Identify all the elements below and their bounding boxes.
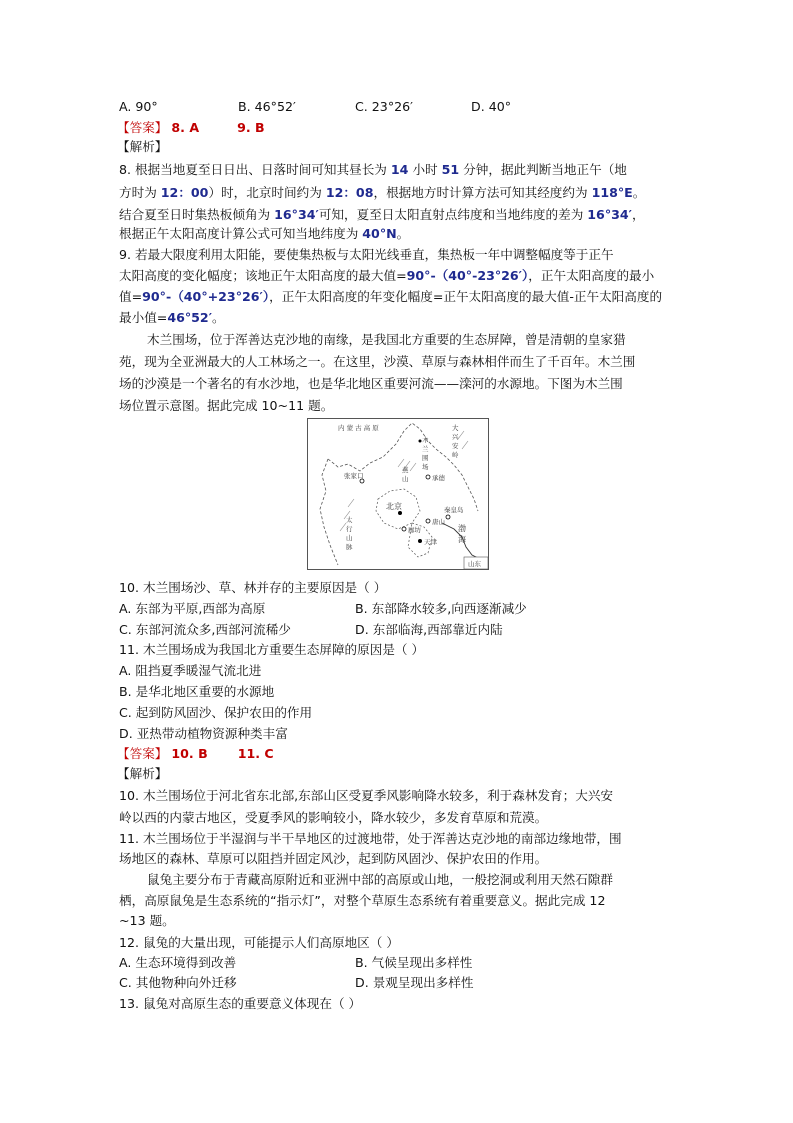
q10-option-d: D. 东部临海,西部靠近内陆 xyxy=(355,622,503,637)
text-highlight: 90°-（40°-23°26′） xyxy=(406,268,529,283)
q12-option-b: B. 气候呈现出多样性 xyxy=(355,955,473,970)
text-highlight: 14 xyxy=(390,162,409,177)
q10-option-c: C. 东部河流众多,西部河流稀少 xyxy=(119,622,291,637)
text-highlight: 46°52′ xyxy=(167,310,213,325)
chengde-dot xyxy=(426,475,430,479)
option-b: B. 46°52′ xyxy=(238,99,296,114)
passage2-line-2: 栖，高原鼠兔是生态系统的“指示灯”，对整个草原生态系统有着重要意义。据此完成 12 xyxy=(119,893,606,908)
text-highlight: 118°E xyxy=(591,185,633,200)
text-highlight: 16°34′ xyxy=(587,207,632,222)
text: 结合夏至日时集热板倾角为 xyxy=(119,207,275,222)
label-yanshan: 燕 山 xyxy=(402,466,409,483)
tangshan-dot xyxy=(426,519,430,523)
label-bohai: 渤 海 xyxy=(458,524,466,544)
answer-line-1 xyxy=(117,118,265,137)
text-highlight: 51 xyxy=(441,162,460,177)
text: 。 xyxy=(212,310,225,325)
text-highlight: 12：00 xyxy=(160,185,209,200)
label-taihang: 太 行 山 脉 xyxy=(346,516,353,551)
province-boundary-west xyxy=(320,459,338,565)
text: ）时，北京时间约为 xyxy=(208,185,326,200)
text-highlight: 90°-（40°+23°26′） xyxy=(142,289,270,304)
text: 小时 xyxy=(408,162,442,177)
answer-tag: 【答案】 xyxy=(117,120,168,135)
label-langfang: 廊坊 xyxy=(408,526,421,534)
text: 方时为 xyxy=(119,185,161,200)
exp8-line-3 xyxy=(119,205,645,224)
text: 。 xyxy=(632,185,646,200)
exp9-line-2 xyxy=(119,266,654,285)
text: 值= xyxy=(119,289,143,304)
text: ，正午太阳高度的年变化幅度=正午太阳高度的最大值-正午太阳高度的 xyxy=(269,289,663,304)
answer-10: 10. B xyxy=(171,746,208,761)
answer-8: 8. A xyxy=(171,120,200,135)
text: 8. 根据当地夏至日日出、日落时间可知其昼长为 xyxy=(119,162,391,177)
exp11-line-2: 场地区的森林、草原可以阻挡并固定风沙，起到防风固沙、保护农田的作用。 xyxy=(119,851,548,866)
label-plateau: 内 蒙 古 高 原 xyxy=(338,424,379,432)
mulan-location-map xyxy=(307,418,489,570)
text: 。 xyxy=(396,226,410,241)
text: ， xyxy=(631,207,645,222)
q12-option-a: A. 生态环境得到改善 xyxy=(119,955,237,970)
exp9-line-1: 9. 若最大限度利用太阳能，要使集热板与太阳光线垂直，集热板一年中调整幅度等于正午 xyxy=(119,247,614,262)
q11-option-d: D. 亚热带动植物资源种类丰富 xyxy=(119,726,288,741)
q10-option-a: A. 东部为平原,西部为高原 xyxy=(119,601,266,616)
passage2-line-1: 鼠兔主要分布于青藏高原附近和亚洲中部的高原或山地，一般挖洞或利用天然石隙群 xyxy=(147,872,613,887)
text: 太阳高度的变化幅度；该地正午太阳高度的最大值= xyxy=(119,268,407,283)
exp9-line-3 xyxy=(119,287,662,306)
text-highlight: 16°34′ xyxy=(274,207,319,222)
q13-stem: 13. 鼠兔对高原生态的重要意义体现在（ ） xyxy=(119,996,362,1011)
exp9-line-4 xyxy=(119,308,225,327)
passage1-line-3: 场的沙漠是一个著名的有水沙地，也是华北地区重要河流——滦河的水源地。下图为木兰围 xyxy=(119,376,623,391)
q12-option-c: C. 其他物种向外迁移 xyxy=(119,975,237,990)
q12-stem: 12. 鼠兔的大量出现，可能提示人们高原地区（ ） xyxy=(119,935,399,950)
langfang-dot xyxy=(402,527,406,531)
label-shandong: 山东 xyxy=(468,560,481,568)
exp10-line-1: 10. 木兰围场位于河北省东北部,东部山区受夏季风影响降水较多，利于森林发育；大兴安 xyxy=(119,788,614,803)
exp8-line-1 xyxy=(119,160,627,179)
option-a: A. 90° xyxy=(119,99,158,114)
exp11-line-1: 11. 木兰围场位于半湿润与半干旱地区的过渡地带，处于浑善达克沙地的南部边缘地带，围 xyxy=(119,831,622,846)
option-d: D. 40° xyxy=(471,99,512,114)
answer-tag: 【答案】 xyxy=(117,746,168,761)
passage1-line-4: 场位置示意图。据此完成 10~11 题。 xyxy=(119,398,334,413)
label-daxinganling: 大 兴 安 岭 xyxy=(452,424,459,459)
q12-option-d: D. 景观呈现出多样性 xyxy=(355,975,474,990)
q11-option-b: B. 是华北地区重要的水源地 xyxy=(119,684,275,699)
analysis-tag: 【解析】 xyxy=(117,139,168,154)
answer-9: 9. B xyxy=(237,120,265,135)
label-tangshan: 唐山 xyxy=(432,518,445,526)
option-c: C. 23°26′ xyxy=(355,99,414,114)
exp8-line-2 xyxy=(119,183,645,202)
passage2-line-3: ~13 题。 xyxy=(119,913,175,928)
passage1-line-2: 苑，现为全亚洲最大的人工林场之一。在这里，沙漠、草原与森林相伴而生了千百年。木兰围 xyxy=(119,354,636,369)
text: 最小值= xyxy=(119,310,168,325)
exp10-line-2: 岭以西的内蒙古地区，受夏季风的影响较小，降水较少，多发育草原和荒漠。 xyxy=(119,810,548,825)
answer-line-2 xyxy=(117,744,274,763)
analysis-tag-2: 【解析】 xyxy=(117,766,168,781)
passage1-line-1: 木兰围场，位于浑善达克沙地的南缘，是我国北方重要的生态屏障，曾是清朝的皇家猎 xyxy=(147,332,626,347)
label-beijing: 北京 xyxy=(386,502,402,511)
label-tianjin: 天津 xyxy=(424,538,437,546)
q11-option-a: A. 阻挡夏季暖湿气流北进 xyxy=(119,663,262,678)
text: 分钟，据此判断当地正午（地 xyxy=(459,162,627,177)
qinhuangdao-dot xyxy=(446,515,450,519)
text: 可知，夏至日太阳直射点纬度和当地纬度的差为 xyxy=(318,207,588,222)
q10-option-b: B. 东部降水较多,向西逐渐减少 xyxy=(355,601,527,616)
text: 根据正午太阳高度计算公式可知当地纬度为 xyxy=(119,226,363,241)
answer-11: 11. C xyxy=(237,746,274,761)
tianjin-dot xyxy=(418,539,422,543)
text: ，正午太阳高度的最小 xyxy=(528,268,655,283)
text-highlight: 40°N xyxy=(362,226,397,241)
text: ，根据地方时计算方法可知其经度约为 xyxy=(373,185,592,200)
label-chengde: 承德 xyxy=(432,474,445,482)
label-zhangjiakou: 张家口 xyxy=(344,472,364,480)
q11-option-c: C. 起到防风固沙、保护农田的作用 xyxy=(119,705,313,720)
label-mulan: 木 兰 围 场 xyxy=(422,436,429,471)
label-qinhuangdao: 秦皇岛 xyxy=(444,506,464,514)
q10-stem: 10. 木兰围场沙、草、林并存的主要原因是（ ） xyxy=(119,580,387,595)
text-highlight: 12：08 xyxy=(325,185,374,200)
exp8-line-4 xyxy=(119,224,409,243)
q11-stem: 11. 木兰围场成为我国北方重要生态屏障的原因是（ ） xyxy=(119,642,425,657)
